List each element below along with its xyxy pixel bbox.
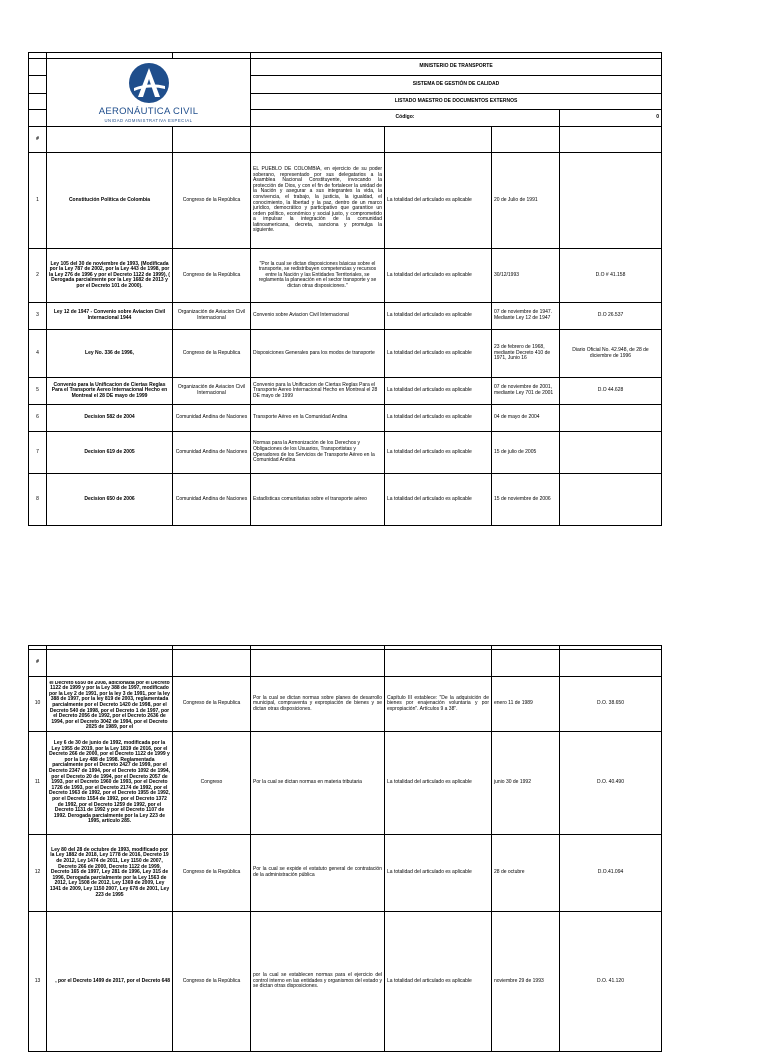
row-number: 1 bbox=[29, 153, 47, 249]
date: 20 de Julio de 1991 bbox=[492, 153, 560, 249]
blank-cell bbox=[47, 650, 173, 677]
logo-subtitle: UNIDAD ADMINISTRATIVA ESPECIAL bbox=[104, 117, 193, 123]
table-row bbox=[29, 405, 662, 432]
publication: D.O # 41.158 bbox=[560, 249, 662, 303]
system-title: SISTEMA DE GESTIÓN DE CALIDAD bbox=[251, 76, 662, 94]
description: Por la cual se expide el estatuto general de contratación de la administración pública bbox=[251, 835, 385, 912]
description: Convenio sobre Aviacion Civil Internacional bbox=[251, 303, 385, 330]
blank-cell bbox=[492, 127, 560, 153]
date: noviembre 29 de 1993 bbox=[492, 912, 560, 1052]
row-number: 5 bbox=[29, 378, 47, 405]
applicability: La totalidad del articulado es aplicable bbox=[385, 330, 492, 378]
row-number: 4 bbox=[29, 330, 47, 378]
issuer: Comunidad Andina de Naciones bbox=[173, 432, 251, 474]
description: Por la cual se dictan normas en materia tributaria bbox=[251, 732, 385, 835]
issuer: Organización de Aviacion Civil Internacional bbox=[173, 378, 251, 405]
applicability: La totalidad del articulado es aplicable bbox=[385, 432, 492, 474]
code-value: 0 bbox=[560, 110, 662, 127]
blank-cell bbox=[492, 650, 560, 677]
blank-cell bbox=[173, 127, 251, 153]
blank-cell bbox=[29, 76, 47, 94]
issuer: Comunidad Andina de Naciones bbox=[173, 405, 251, 432]
description: "Por la cual se dictan disposiciones básicas sobre el transporte, se redistribuyen competencias y recursos entre la Nación y las Entidades Territoriales, se reglamenta la planeación en el sector transporte y se dictan otras disposiciones." bbox=[251, 249, 385, 303]
blank-cell bbox=[560, 650, 662, 677]
row-number: 3 bbox=[29, 303, 47, 330]
table-row bbox=[29, 677, 662, 732]
publication: D.O. 38.650 bbox=[560, 677, 662, 732]
issuer: Congreso de la República bbox=[173, 249, 251, 303]
description: Transporte Aéreo en la Comunidad Andina bbox=[251, 405, 385, 432]
publication: Diario Oficial No. 42.948, de 28 de diciembre de 1996 bbox=[560, 330, 662, 378]
date: 23 de febrero de 1968, mediante Decreto 410 de 1971, Junio 16 bbox=[492, 330, 560, 378]
blank-cell bbox=[29, 94, 47, 110]
issuer: Congreso de la República bbox=[173, 912, 251, 1052]
description: Normas para la Armonización de los Derechos y Obligaciones de los Usuarios, Transportistas y Operadores de los Servicios de Transporte Aéreo en la Comunidad Andina bbox=[251, 432, 385, 474]
blank-cell bbox=[560, 127, 662, 153]
issuer: Organización de Aviacion Civil Internacional bbox=[173, 303, 251, 330]
date: 07 de noviembre de 1947. Mediante Ley 12 de 1947 bbox=[492, 303, 560, 330]
publication bbox=[560, 405, 662, 432]
table-row bbox=[29, 912, 662, 1052]
document-name: Ley 6 de 30 de junio de 1992, modificada por la Ley 1955 de 2019, por la Ley 1819 de 2016, por el Decreto 266 de 2000, por el Decreto 1122 de 1999 y por la Ley 488 de 1998. Reglamentada parcialmente por el Decreto 2427 de 1999, por el Decreto 2347 de 1994, por el Decreto 1092 de 1994, por el Decreto 20 de 1994, por el Decreto 2057 de 1993, por el Decreto 1960 de 1993, por el Decreto 1726 de 1993, por el Decreto 2174 de 1992, por el Decreto 1963 de 1992, por el Decreto 1955 de 1992, por el Decreto 1554 de 1992, por el Decreto 1372 de 1992, por el Decreto 1259 de 1992, por el Decreto 1131 de 1992 y por el Decreto 1107 de 1992. Derogada parcialmente por la Ley 223 de 1995, artículo 285. bbox=[47, 732, 173, 835]
description: EL PUEBLO DE COLOMBIA, en ejercicio de su poder soberano, representado por sus delegatarios a la Asamblea Nacional Constituyente, invocando la protección de Dios, y con el fin de fortalecer la unidad de la Nación y asegurar a sus integrantes la vida, la convivencia, el trabajo, la justicia, la igualdad, el conocimiento, la libertad y la paz, dentro de un marco jurídico, democrático y participativo que garantice un orden político, económico y social justo, y comprometido a impulsar la integración de la comunidad latinoamericana, decreta, sanciona y promulga la siguiente. bbox=[251, 153, 385, 249]
document-name: Constitución Política de Colombia bbox=[47, 153, 173, 249]
publication bbox=[560, 153, 662, 249]
description: Convenio para la Unificacion de Ciertas Reglas Para el Transporte Aereo Internacional Hecho en Montreal el 28 DE mayo de 1999 bbox=[251, 378, 385, 405]
applicability: La totalidad del articulado es aplicable bbox=[385, 405, 492, 432]
ministry-title: MINISTERIO DE TRANSPORTE bbox=[251, 59, 662, 76]
document-name bbox=[47, 677, 173, 732]
table-row bbox=[29, 432, 662, 474]
document-name-text: el Decreto 6550 de 2008, adicionada por el Decreto 1122 de 1999 y por la Ley 388 de 1997, modificado por la Ley 2 de 1991, por la ley 3 de 1991, por la ley 388 de 1997, por la ley 819 de 2003, reglamentada parcialmente por el Decreto 1420 de 1998, por el Decreto 540 de 1998, por el Decreto 1 de 1997, por el Decreto 2056 de 1992, por el Decreto 2636 de 1994, por el Decreto 3042 de 1994, por el Decreto 2025 de 1989, por el bbox=[49, 680, 170, 731]
document-name: Ley 12 de 1947 - Convenio sobre Aviacion Civil Internacional 1944 bbox=[47, 303, 173, 330]
blank-cell bbox=[173, 650, 251, 677]
blank-cell bbox=[251, 650, 385, 677]
hash-header: # bbox=[29, 127, 47, 153]
publication: D.O 26.537 bbox=[560, 303, 662, 330]
issuer: Congreso de la Republica bbox=[173, 677, 251, 732]
publication: D.O 44.628 bbox=[560, 378, 662, 405]
blank-cell bbox=[251, 127, 385, 153]
row-number: 12 bbox=[29, 835, 47, 912]
table-row bbox=[29, 732, 662, 835]
aerocivil-logo bbox=[47, 59, 251, 127]
date: junio 30 de 1992 bbox=[492, 732, 560, 835]
date: 15 de julio de 2005 bbox=[492, 432, 560, 474]
publication bbox=[560, 432, 662, 474]
documents-table-top bbox=[28, 52, 662, 526]
publication: D.O. 40.490 bbox=[560, 732, 662, 835]
row-number: 11 bbox=[29, 732, 47, 835]
applicability: La totalidad del articulado es aplicable bbox=[385, 732, 492, 835]
document-name: Decision 619 de 2005 bbox=[47, 432, 173, 474]
blank-cell bbox=[385, 127, 492, 153]
document-name: , por el Decreto 1499 de 2017, por el Decreto 648 bbox=[47, 912, 173, 1052]
applicability: La totalidad del articulado es aplicable bbox=[385, 835, 492, 912]
applicability: La totalidad del articulado es aplicable bbox=[385, 153, 492, 249]
blank-cell bbox=[29, 59, 47, 76]
logo-name: AERONÁUTICA CIVIL bbox=[98, 106, 199, 118]
description: Estadísticas comunitarias sobre el transporte aéreo bbox=[251, 474, 385, 526]
description: por la cual se establecen normas para el ejercicio del control interno en las entidades y organismos del estado y se dictan otras disposiciones. bbox=[251, 912, 385, 1052]
applicability: La totalidad del articulado es aplicable bbox=[385, 249, 492, 303]
table-row bbox=[29, 303, 662, 330]
document-name: Ley 80 del 28 de octubre de 1993, modificado por la Ley 1882 de 2018, Ley 1778 de 2016, Decreto 19 de 2012, Ley 1474 de 2011, Ley 1150 de 2007, Decreto 266 de 2000, Decreto 1122 de 1999, Decreto 165 de 1997, Ley 281 de 1996, Ley 315 de 1996, Derogada parcialmente por la Ley 1563 de 2012, Ley 1508 de 2012, Ley 1369 de 2009, Ley 1341 de 2009, Ley 1150 2007, Ley 678 de 2001, Ley 223 de 1995 bbox=[47, 835, 173, 912]
applicability: La totalidad del articulado es aplicable bbox=[385, 303, 492, 330]
date: enero 11 de 1989 bbox=[492, 677, 560, 732]
document-name: Decision 582 de 2004 bbox=[47, 405, 173, 432]
blank-cell bbox=[385, 650, 492, 677]
document-name: Ley 105 del 30 de noviembre de 1993, (Modificada por la Ley 787 de 2002, por la Ley 443 de 1998, por la Ley 276 de 1996 y por el Decreto 1122 de 1999), ( Derogada parcialmente por la Ley 1682 de 2013 y por el Decreto 101 de 2000). bbox=[47, 249, 173, 303]
date: 15 de noviembre de 2006 bbox=[492, 474, 560, 526]
issuer: Congreso de la Republica bbox=[173, 330, 251, 378]
table-row bbox=[29, 249, 662, 303]
issuer: Congreso de la República bbox=[173, 835, 251, 912]
row-number: 13 bbox=[29, 912, 47, 1052]
blank-cell bbox=[47, 127, 173, 153]
table-row bbox=[29, 474, 662, 526]
document-name: Convenio para la Unificacion de Ciertas Reglas Para el Transporte Aereo Internacional Hecho en Montreal el 28 DE mayo de 1999 bbox=[47, 378, 173, 405]
row-number: 8 bbox=[29, 474, 47, 526]
applicability: La totalidad del articulado es aplicable bbox=[385, 378, 492, 405]
table-row bbox=[29, 153, 662, 249]
blank-cell bbox=[29, 110, 47, 127]
row-number: 6 bbox=[29, 405, 47, 432]
date: 28 de octubre bbox=[492, 835, 560, 912]
table-row bbox=[29, 835, 662, 912]
aerocivil-emblem-icon bbox=[125, 62, 173, 104]
table-row bbox=[29, 330, 662, 378]
code-label: Código: bbox=[251, 110, 560, 127]
hash-header: # bbox=[29, 650, 47, 677]
issuer: Comunidad Andina de Naciones bbox=[173, 474, 251, 526]
applicability: La totalidad del articulado es aplicable bbox=[385, 474, 492, 526]
date: 04 de mayo de 2004 bbox=[492, 405, 560, 432]
applicability: La totalidad del articulado es aplicable bbox=[385, 912, 492, 1052]
documents-table-bottom bbox=[28, 645, 662, 1052]
date: 30/12/1993 bbox=[492, 249, 560, 303]
row-number: 10 bbox=[29, 677, 47, 732]
document-name: Decision 650 de 2006 bbox=[47, 474, 173, 526]
description: Por la cual se dictan normas sobre planes de desarrollo municipal, compraventa y expropiación de bienes y se dictan otras disposiciones. bbox=[251, 677, 385, 732]
publication bbox=[560, 474, 662, 526]
row-number: 2 bbox=[29, 249, 47, 303]
issuer: Congreso de la República bbox=[173, 153, 251, 249]
applicability: Capítulo III establece: "De la adquisición de bienes por enajenación voluntaria y por expropiación". Artículos 9 a 38". bbox=[385, 677, 492, 732]
row-number: 7 bbox=[29, 432, 47, 474]
date: 07 de noviembre de 2001, mediante Ley 701 de 2001 bbox=[492, 378, 560, 405]
description: Disposiciones Generales para los modos de transporte bbox=[251, 330, 385, 378]
document-name: Ley No. 336 de 1996, bbox=[47, 330, 173, 378]
listing-title: LISTADO MAESTRO DE DOCUMENTOS EXTERNOS bbox=[251, 94, 662, 110]
publication: D.O.41.094 bbox=[560, 835, 662, 912]
publication: D.O. 41.120 bbox=[560, 912, 662, 1052]
issuer: Congreso bbox=[173, 732, 251, 835]
table-row bbox=[29, 378, 662, 405]
